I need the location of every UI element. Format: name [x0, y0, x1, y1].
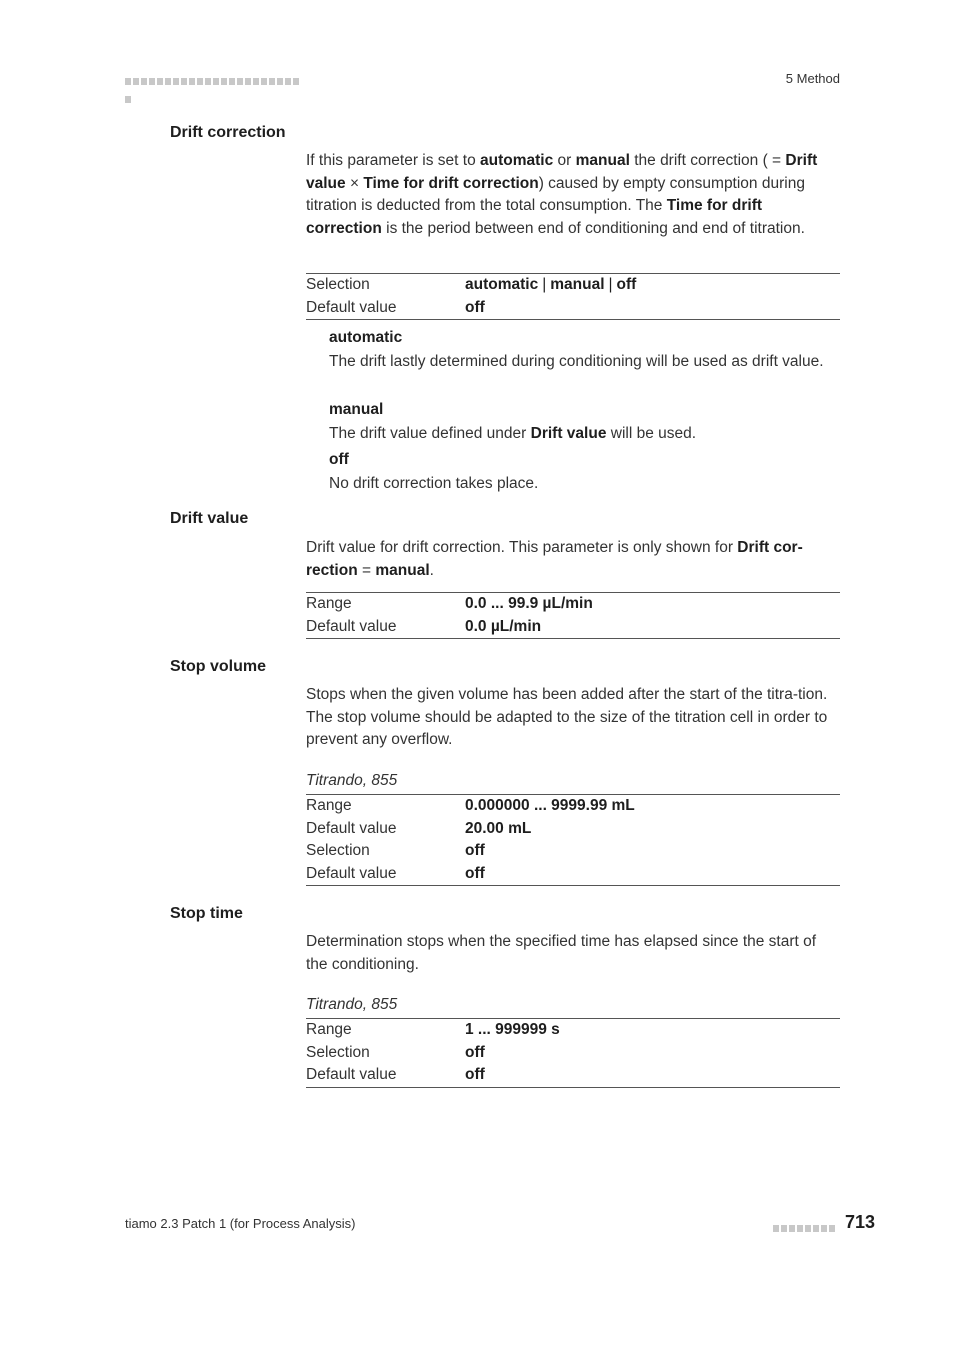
- drift-value-description: Drift value for drift correction. This parameter is only shown for Drift cor-rection = manual.: [306, 539, 803, 579]
- table-row: Default value off: [306, 864, 485, 882]
- drift-correction-table: [306, 273, 840, 320]
- option-term-automatic: automatic: [329, 329, 403, 346]
- table-row: Default value off: [306, 298, 485, 316]
- stop-time-caption: Titrando, 855: [306, 996, 398, 1013]
- option-desc-automatic: The drift lastly determined during conditioning will be used as drift value.: [329, 353, 824, 370]
- table-row: Selection off: [306, 842, 485, 859]
- option-term-manual: manual: [329, 401, 384, 418]
- option-desc-manual: The drift value defined under Drift value will be used.: [329, 425, 697, 442]
- option-term-off: off: [329, 451, 349, 468]
- stop-volume-caption: Titrando, 855: [306, 772, 398, 789]
- stop-time-table: [306, 1018, 840, 1088]
- table-row: Selection automatic | manual | off: [306, 276, 637, 293]
- footer-decoration: [773, 1219, 841, 1228]
- section-title-stop-volume: Stop volume: [170, 658, 267, 675]
- header-decoration: [125, 72, 307, 81]
- table-row: Selection off: [306, 1043, 485, 1061]
- footer-product: tiamo 2.3 Patch 1 (for Process Analysis): [125, 1216, 356, 1231]
- section-title-drift-correction: Drift correction: [170, 124, 286, 141]
- section-title-stop-time: Stop time: [170, 905, 243, 922]
- stop-volume-description: Stops when the given volume has been added after the start of the titra-tion. The stop volume should be adapted to the size of the titration cell in order to prevent any overflow.: [306, 686, 828, 748]
- stop-volume-table: [306, 794, 840, 886]
- table-row: Default value 20.00 mL: [306, 819, 532, 837]
- drift-value-table: [306, 592, 840, 639]
- option-desc-off: No drift correction takes place.: [329, 475, 539, 492]
- drift-correction-description: If this parameter is set to automatic or manual the drift correction ( = Drift value × Time for drift correction) caused by empty consumption during titration is deducted from the total consumption. The Time for drift correction is the period between end of conditioning and end of titration.: [306, 152, 818, 237]
- table-row: Range 0.000000 ... 9999.99 mL: [306, 797, 635, 814]
- page-number: 713: [845, 1212, 876, 1232]
- table-row: Default value off: [306, 1066, 485, 1083]
- table-row: Range 1 ... 999999 s: [306, 1021, 560, 1038]
- table-row: Default value 0.0 µL/min: [306, 617, 542, 635]
- section-title-drift-value: Drift value: [170, 510, 249, 527]
- table-row: Range 0.0 ... 99.9 µL/min: [306, 595, 593, 612]
- stop-time-description: Determination stops when the specified time has elapsed since the start of the conditioning.: [306, 933, 817, 973]
- chapter-title: 5 Method: [785, 71, 840, 86]
